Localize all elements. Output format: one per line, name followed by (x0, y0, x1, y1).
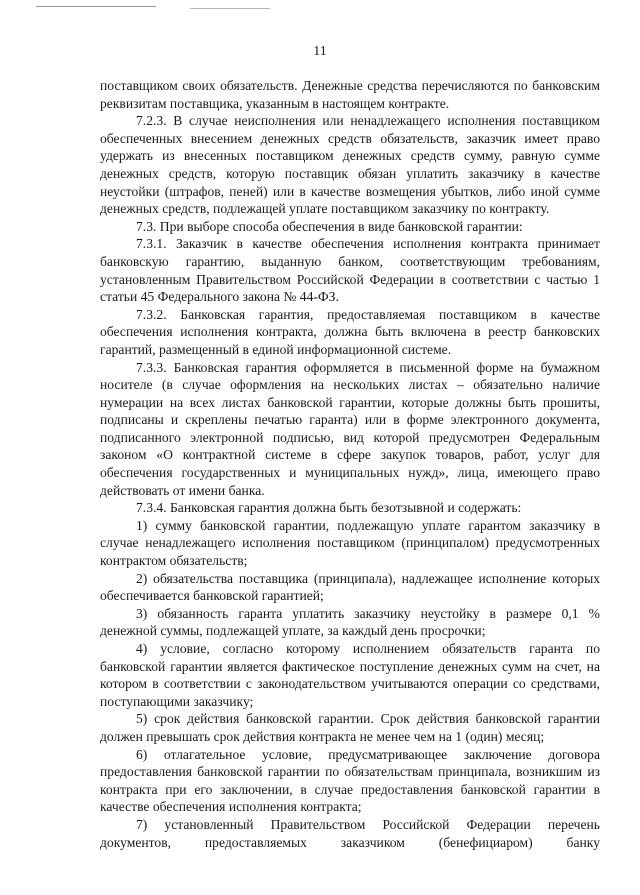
paragraph-7-3-2: 7.3.2. Банковская гарантия, предоставляемая поставщиком в качестве обеспечения исполнения контракта, должна быть включена в реестр банковских гарантий, размещенный в единой информационной системе. (100, 306, 600, 357)
paragraph-7-3-4: 7.3.4. Банковская гарантия должна быть безотзывной и содержать: (136, 500, 522, 516)
paragraph-7-3-3: 7.3.3. Банковская гарантия оформляется в письменной форме на бумажном носителе (в случае оформления на нескольких листах – обязательно наличие нумерации на всех листах банковской гарантии, которые должны быть прошиты, подписаны и скреплены печатью гаранта) или в форме электронного документа, подписанного электронной подписью, вид которой предусмотрен Федеральным законом «О контрактной системе в сфере закупок товаров, работ, услуг для обеспечения государственных и муниципальных нужд», лица, имеющего право действовать от имени банка. (100, 359, 600, 498)
list-item-5: 5) срок действия банковской гарантии. Срок действия банковской гарантии должен превышать срок действия контракта не менее чем на 1 (один) месяц; (100, 711, 600, 744)
list-item-2: 2) обязательства поставщика (принципала), надлежащее исполнение которых обеспечивается банковской гарантией; (100, 570, 600, 604)
list-item-6: 6) отлагательное условие, предусматривающее заключение договора предоставления банковской гарантии по обязательствам принципала, возникшим из контракта при его заключении, в случае предоставления банковской гарантии в качестве обеспечения исполнения контракта; (100, 746, 600, 815)
page-number: 11 (313, 44, 327, 59)
scan-edge-mark (190, 8, 270, 9)
paragraph-7-3: 7.3. При выборе способа обеспечения в виде банковской гарантии: (136, 218, 523, 234)
list-item-4: 4) условие, согласно которому исполнением обязательств гаранта по банковской гарантии является фактическое поступление денежных сумм на счет, на котором в соответствии с законодательством учитываются операции со средствами, поступающими заказчику; (100, 641, 600, 709)
scan-edge-mark (36, 6, 156, 7)
list-item-1: 1) сумму банковской гарантии, подлежащую уплате гарантом заказчику в случае ненадлежащего исполнения поставщиком (принципалом) предусмотренных контрактом обязательств; (100, 517, 600, 569)
document-body (100, 77, 600, 851)
list-item-3: 3) обязанность гаранта уплатить заказчику неустойку в размере 0,1 % денежной суммы, подлежащей уплате, за каждый день просрочки; (100, 605, 600, 639)
list-item-7: 7) установленный Правительством Российской Федерации перечень документов, предоставляемых заказчиком (бенефициаром) банку (100, 816, 600, 850)
paragraph-7-3-1: 7.3.1. Заказчик в качестве обеспечения исполнения контракта принимает банковскую гарантию, выданную банком, соответствующим требованиям, установленным Правительством Российской Федерации в соответствии с частью 1 статьи 45 Федерального закона № 44-ФЗ. (100, 236, 600, 305)
paragraph-continuation: поставщиком своих обязательств. Денежные средства перечисляются по банковским реквизитам поставщика, указанным в настоящем контракте. (100, 78, 600, 111)
paragraph-7-2-3: 7.2.3. В случае неисполнения или ненадлежащего исполнения поставщиком обеспеченных внесением денежных средств обязательств, заказчик имеет право удержать из внесенных поставщиком денежных средств сумму, равную сумме денежных средств, которую поставщик обязан уплатить заказчику в качестве неустойки (штрафов, пеней) или в качестве возмещения убытков, либо иной сумме денежных средств, подлежащей уплате поставщиком заказчику по контракту. (100, 113, 600, 217)
